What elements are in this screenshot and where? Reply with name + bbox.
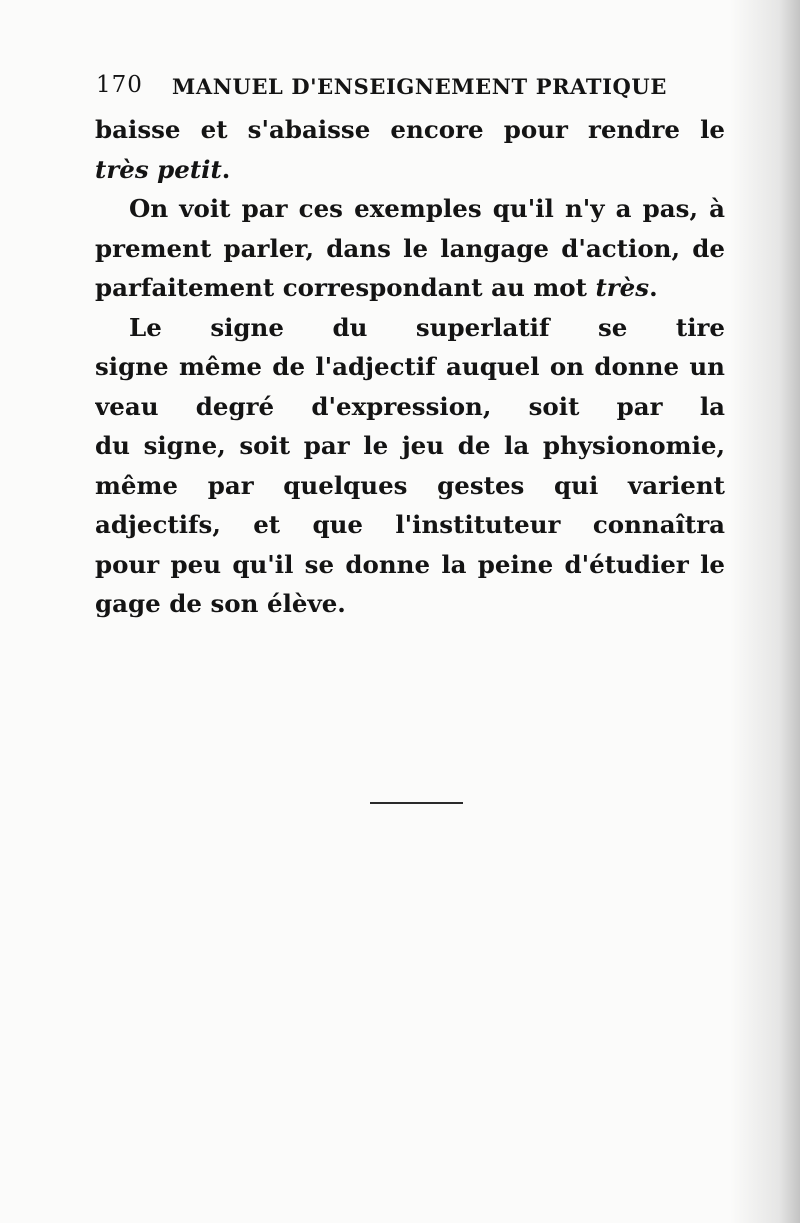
- text-run: veau degré d'expression, soit par la: [95, 391, 725, 421]
- text-run: On voit par ces exemples qu'il n'y a pas, à: [129, 194, 725, 223]
- text-run: signe même de l'adjectif auquel on donne un: [95, 352, 725, 381]
- text-line: [95, 466, 725, 506]
- text-run: prement parler, dans le langage d'action, de: [95, 233, 725, 263]
- text-line: [95, 387, 725, 427]
- text-run: Le signe du superlatif se tire: [129, 312, 725, 342]
- text-line: [95, 347, 725, 387]
- page-number: 170: [96, 72, 143, 98]
- page-header: [96, 72, 746, 108]
- paragraph: [95, 189, 725, 308]
- text-line: [95, 110, 725, 150]
- show-through-bleed: [88, 590, 728, 1190]
- italic-text: très petit: [95, 154, 222, 184]
- section-rule: [370, 802, 463, 804]
- text-line: [95, 545, 725, 585]
- text-run: adjectifs, et que l'instituteur connaîtra: [95, 510, 725, 539]
- text-run: baisse et s'abaisse encore pour rendre le: [95, 115, 725, 144]
- paragraph: [95, 110, 725, 189]
- text-run: parfaitement correspondant au mot: [95, 273, 596, 302]
- text-run: .: [221, 154, 231, 184]
- text-run: du signe, soit par le jeu de la physionomie,: [95, 431, 725, 460]
- italic-text: très: [595, 273, 650, 302]
- text-run: .: [649, 273, 658, 302]
- text-run: même par quelques gestes qui varient: [95, 470, 725, 500]
- text-run: gage de son élève.: [95, 589, 346, 618]
- paragraph: [95, 308, 725, 624]
- page-edge-shadow: [730, 0, 800, 1223]
- text-line: [95, 308, 725, 348]
- text-run: pour peu qu'il se donne la peine d'étudier le: [95, 549, 725, 579]
- body-text: [95, 110, 725, 624]
- text-line: [95, 584, 725, 624]
- text-line: [95, 150, 725, 190]
- text-line: [95, 229, 725, 269]
- text-line: [95, 189, 725, 229]
- running-title: MANUEL D'ENSEIGNEMENT PRATIQUE: [172, 74, 667, 99]
- text-line: [95, 505, 725, 545]
- text-line: [95, 426, 725, 466]
- text-line: [95, 268, 725, 308]
